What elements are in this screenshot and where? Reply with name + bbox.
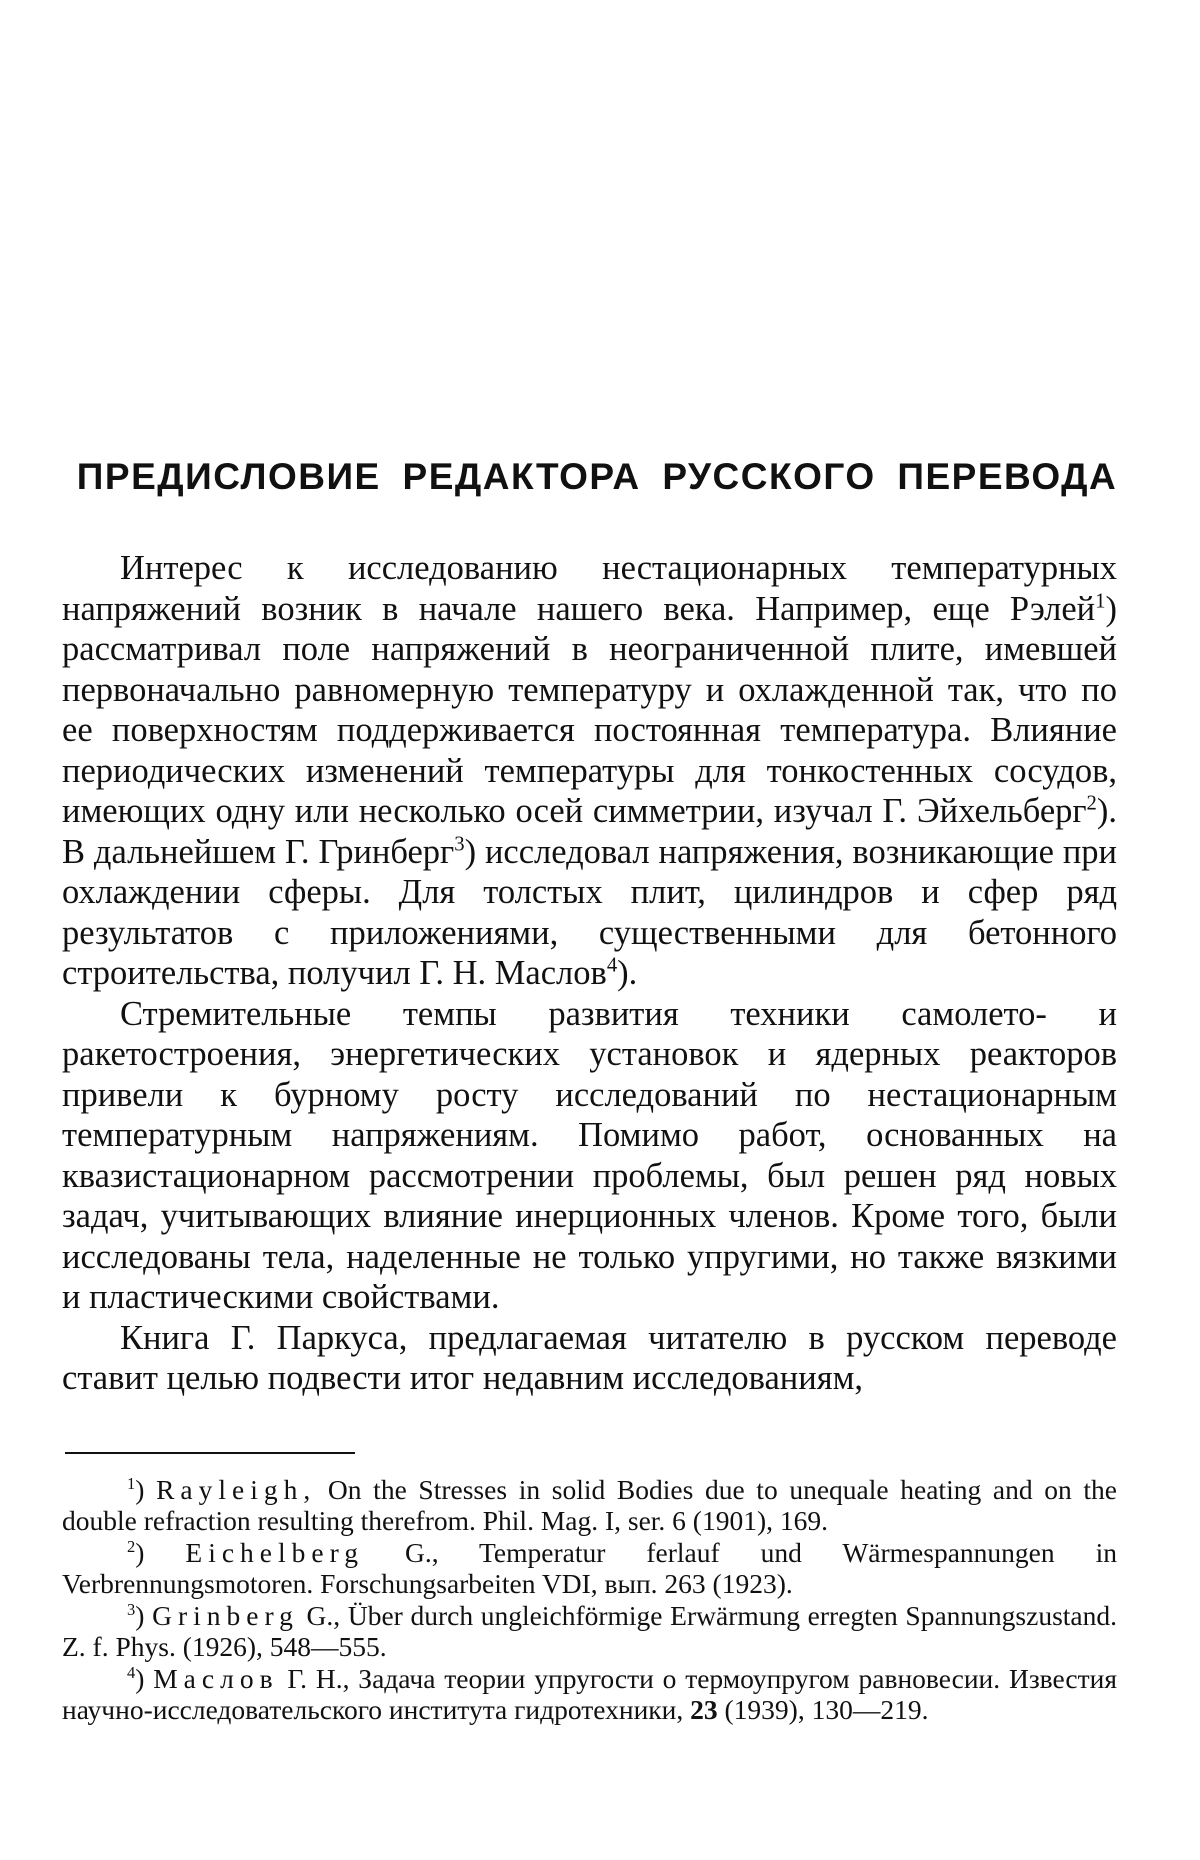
paragraph-1-end: ).	[617, 954, 638, 992]
footnote-1: $^1$) Rayleigh, On the Stresses in solid Bodies due to unequale heating and on the double refraction resulting therefrom. Phil. Mag. I, ser. 6 (1901), 169.	[62, 1473, 1117, 1536]
footnote-4-author: Маслов	[153, 1663, 279, 1694]
paragraph-1	[62, 548, 1117, 994]
footnote-3-text: G., Über durch ungleichförmige Erwärmung erregten Spannungszustand. Z. f. Phys. (1926), 548—555.	[62, 1600, 1117, 1662]
footnote-2-mark: 2	[127, 1536, 136, 1556]
footnote-ref-1: 1	[1095, 590, 1106, 612]
footnote-4-mark: 4	[127, 1662, 136, 1682]
paragraph-3: Книга Г. Паркуса, предлагаемая читателю в русском переводе ставит целью подвести итог недавним исследованиям,	[62, 1318, 1117, 1397]
paragraph-1-part-3: ). В дальнейшем Г. Гринберг	[62, 792, 1117, 871]
footnote-ref-4: 4	[606, 954, 618, 977]
footnote-2-text: G., Temperatur ferlauf und Wärmespannungen in Verbrennungsmotoren. Forschungsarbeiten VDI, вып. 263 (1923).	[62, 1537, 1117, 1599]
footnotes	[62, 1475, 1117, 1727]
paragraph-2: Стремительные темпы развития техники самолето- и ракетостроения, энергетических установок и ядерных реакторов привели к бурному росту исследований по нестационарным температурным напряжениям. Помимо работ, основанных на квазистационарном рассмотрении проблемы, был решен ряд новых задач, учитывающих влияние инерционных членов. Кроме того, были исследованы тела, наделенные не только упругими, но также вязкими и пластическими свойствами.	[62, 994, 1117, 1316]
footnote-2-author: Eichelberg	[185, 1537, 364, 1568]
footnote-ref-2: 2	[1086, 792, 1097, 815]
page-title: ПРЕДИСЛОВИЕ РЕДАКТОРА РУССКОГО ПЕРЕВОДА	[76, 456, 1118, 497]
footnote-1-mark: 1	[127, 1473, 136, 1493]
footnote-4-text-b: (1939), 130—219.	[717, 1693, 929, 1725]
paragraph-1-part-2: ) рассматривал поле напряжений в неограниченной плите, имевшей первоначально равномерную температуру и охлажденной так, что по ее поверхностям поддерживается постоянная температура. Влияние периодических изменений температуры для тонкостенных сосудов, имеющих одну или несколько осей симметрии, изучал Г. Эйхельберг	[62, 589, 1117, 830]
footnote-3: $^3$) Grinberg G., Über durch ungleichförmige Erwärmung erregten Spannungszustand. Z. f. Phys. (1926), 548—555.	[62, 1599, 1117, 1662]
footnote-1-text: On the Stresses in solid Bodies due to unequale heating and on the double refraction resulting therefrom. Phil. Mag. I, ser. 6 (1901), 169.	[62, 1474, 1117, 1536]
footnote-3-author: Grinberg	[152, 1600, 299, 1631]
main-text	[62, 548, 1117, 1399]
footnote-4-text-a: Г. Н., Задача теории упругости о термоупругом равновесии. Известия научно-исследовательского института гидротехники,	[62, 1663, 1117, 1725]
footnote-4-volume: 23	[690, 1693, 718, 1725]
paragraph-1-part-1: Интерес к исследованию нестационарных температурных напряжений возник в начале нашего века. Например, еще Рэлей	[62, 549, 1117, 628]
paragraph-1-part-4: ) исследовал напряжения, возникающие при охлаждении сферы. Для толстых плит, цилиндров и сфер ряд результатов с приложениями, существенными для бетонного строительства, получил Г. Н. Маслов	[62, 832, 1117, 992]
footnote-2: $^2$) Eichelberg G., Temperatur ferlauf und Wärmespannungen in Verbrennungsmotoren. Forschungsarbeiten VDI, вып. 263 (1923).	[62, 1536, 1117, 1599]
footnote-1-author: Rayleigh,	[156, 1474, 317, 1505]
footnote-3-mark: 3	[127, 1599, 136, 1619]
footnote-divider	[65, 1452, 355, 1454]
footnote-4: $^4$) Маслов Г. Н., Задача теории упругости о термоупругом равновесии. Известия научно-исследовательского института гидротехники, 23 (1939), 130—219.	[62, 1662, 1117, 1725]
footnote-ref-3: 3	[454, 833, 465, 855]
